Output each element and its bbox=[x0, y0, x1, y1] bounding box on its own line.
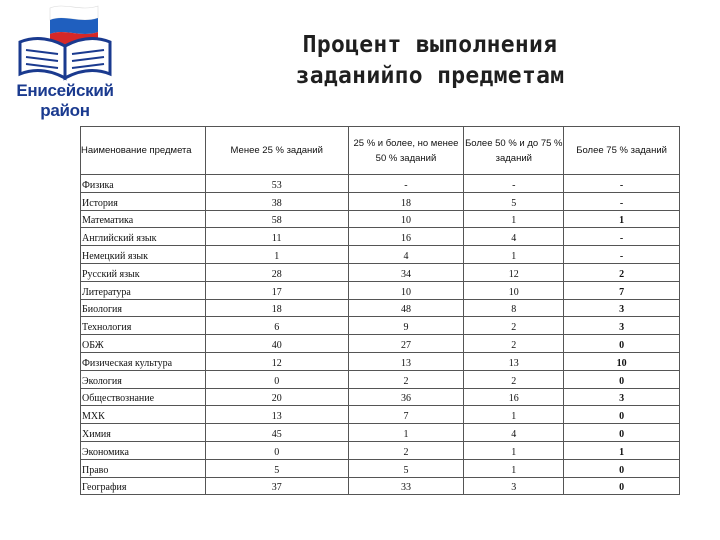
table-header-row bbox=[81, 127, 680, 175]
header-subject: Наименование предмета bbox=[81, 127, 206, 175]
subject-cell: Английский язык bbox=[81, 228, 206, 246]
25-to-50-cell: 33 bbox=[348, 477, 464, 495]
under-25-cell: 28 bbox=[205, 263, 348, 281]
under-25-cell: 0 bbox=[205, 370, 348, 388]
under-25-cell: 53 bbox=[205, 175, 348, 193]
table-row bbox=[81, 192, 680, 210]
50-to-75-cell: 16 bbox=[464, 388, 564, 406]
logo-text-line2: район bbox=[40, 101, 90, 120]
25-to-50-cell: 48 bbox=[348, 299, 464, 317]
over-75-cell: 1 bbox=[564, 441, 680, 459]
over-75-cell: - bbox=[564, 246, 680, 264]
page-title-line1: Процент выполнения bbox=[302, 32, 558, 58]
over-75-cell: 1 bbox=[564, 210, 680, 228]
25-to-50-cell: 16 bbox=[348, 228, 464, 246]
subject-cell: Экология bbox=[81, 370, 206, 388]
open-book-flag-icon bbox=[10, 2, 120, 82]
over-75-cell: 3 bbox=[564, 388, 680, 406]
50-to-75-cell: 8 bbox=[464, 299, 564, 317]
table-row bbox=[81, 388, 680, 406]
page-title bbox=[240, 30, 620, 92]
25-to-50-cell: 18 bbox=[348, 192, 464, 210]
table-row bbox=[81, 352, 680, 370]
over-75-cell: 7 bbox=[564, 281, 680, 299]
table-row bbox=[81, 281, 680, 299]
50-to-75-cell: 1 bbox=[464, 459, 564, 477]
50-to-75-cell: - bbox=[464, 175, 564, 193]
table-row bbox=[81, 424, 680, 442]
header-over-75: Более 75 % заданий bbox=[564, 127, 680, 175]
subject-cell: География bbox=[81, 477, 206, 495]
subject-cell: Биология bbox=[81, 299, 206, 317]
district-logo bbox=[10, 2, 120, 122]
subject-cell: ОБЖ bbox=[81, 335, 206, 353]
table-row bbox=[81, 210, 680, 228]
table-row bbox=[81, 228, 680, 246]
under-25-cell: 18 bbox=[205, 299, 348, 317]
25-to-50-cell: 2 bbox=[348, 370, 464, 388]
table-row bbox=[81, 335, 680, 353]
subject-cell: Физическая культура bbox=[81, 352, 206, 370]
table-row bbox=[81, 263, 680, 281]
over-75-cell: 2 bbox=[564, 263, 680, 281]
under-25-cell: 13 bbox=[205, 406, 348, 424]
page-title-line2: заданийпо предметам bbox=[295, 63, 565, 89]
table-row bbox=[81, 246, 680, 264]
subject-cell: МХК bbox=[81, 406, 206, 424]
50-to-75-cell: 3 bbox=[464, 477, 564, 495]
under-25-cell: 40 bbox=[205, 335, 348, 353]
subject-cell: История bbox=[81, 192, 206, 210]
table-row bbox=[81, 406, 680, 424]
over-75-cell: 0 bbox=[564, 477, 680, 495]
table-row bbox=[81, 317, 680, 335]
25-to-50-cell: 7 bbox=[348, 406, 464, 424]
25-to-50-cell: 4 bbox=[348, 246, 464, 264]
under-25-cell: 6 bbox=[205, 317, 348, 335]
50-to-75-cell: 1 bbox=[464, 210, 564, 228]
subject-cell: Физика bbox=[81, 175, 206, 193]
25-to-50-cell: 10 bbox=[348, 281, 464, 299]
50-to-75-cell: 1 bbox=[464, 441, 564, 459]
over-75-cell: 0 bbox=[564, 406, 680, 424]
header-25-to-50: 25 % и более, но менее 50 % заданий bbox=[348, 127, 464, 175]
over-75-cell: 0 bbox=[564, 370, 680, 388]
over-75-cell: 0 bbox=[564, 335, 680, 353]
over-75-cell: - bbox=[564, 192, 680, 210]
over-75-cell: 0 bbox=[564, 459, 680, 477]
table-row bbox=[81, 370, 680, 388]
subject-cell: Математика bbox=[81, 210, 206, 228]
under-25-cell: 45 bbox=[205, 424, 348, 442]
header-under-25: Менее 25 % заданий bbox=[205, 127, 348, 175]
subject-cell: Экономика bbox=[81, 441, 206, 459]
table-row bbox=[81, 477, 680, 495]
25-to-50-cell: 10 bbox=[348, 210, 464, 228]
25-to-50-cell: 13 bbox=[348, 352, 464, 370]
25-to-50-cell: 36 bbox=[348, 388, 464, 406]
under-25-cell: 5 bbox=[205, 459, 348, 477]
subject-cell: Право bbox=[81, 459, 206, 477]
table-row bbox=[81, 299, 680, 317]
over-75-cell: - bbox=[564, 228, 680, 246]
table-body bbox=[81, 175, 680, 495]
under-25-cell: 0 bbox=[205, 441, 348, 459]
under-25-cell: 12 bbox=[205, 352, 348, 370]
50-to-75-cell: 1 bbox=[464, 406, 564, 424]
logo-text-line1: Енисейский bbox=[16, 81, 114, 100]
50-to-75-cell: 13 bbox=[464, 352, 564, 370]
under-25-cell: 11 bbox=[205, 228, 348, 246]
subject-cell: Литература bbox=[81, 281, 206, 299]
subject-cell: Химия bbox=[81, 424, 206, 442]
under-25-cell: 37 bbox=[205, 477, 348, 495]
50-to-75-cell: 2 bbox=[464, 370, 564, 388]
subject-cell: Немецкий язык bbox=[81, 246, 206, 264]
over-75-cell: 3 bbox=[564, 317, 680, 335]
results-table bbox=[80, 126, 680, 495]
25-to-50-cell: 2 bbox=[348, 441, 464, 459]
table-row bbox=[81, 441, 680, 459]
25-to-50-cell: 1 bbox=[348, 424, 464, 442]
50-to-75-cell: 4 bbox=[464, 424, 564, 442]
subject-cell: Русский язык bbox=[81, 263, 206, 281]
under-25-cell: 38 bbox=[205, 192, 348, 210]
25-to-50-cell: 9 bbox=[348, 317, 464, 335]
under-25-cell: 20 bbox=[205, 388, 348, 406]
over-75-cell: 10 bbox=[564, 352, 680, 370]
50-to-75-cell: 4 bbox=[464, 228, 564, 246]
50-to-75-cell: 10 bbox=[464, 281, 564, 299]
25-to-50-cell: 27 bbox=[348, 335, 464, 353]
50-to-75-cell: 1 bbox=[464, 246, 564, 264]
50-to-75-cell: 2 bbox=[464, 335, 564, 353]
over-75-cell: 0 bbox=[564, 424, 680, 442]
table-row bbox=[81, 459, 680, 477]
table-row bbox=[81, 175, 680, 193]
header-50-to-75: Более 50 % и до 75 % заданий bbox=[464, 127, 564, 175]
25-to-50-cell: 5 bbox=[348, 459, 464, 477]
under-25-cell: 1 bbox=[205, 246, 348, 264]
50-to-75-cell: 5 bbox=[464, 192, 564, 210]
25-to-50-cell: - bbox=[348, 175, 464, 193]
under-25-cell: 17 bbox=[205, 281, 348, 299]
over-75-cell: - bbox=[564, 175, 680, 193]
under-25-cell: 58 bbox=[205, 210, 348, 228]
subject-cell: Обществознание bbox=[81, 388, 206, 406]
50-to-75-cell: 2 bbox=[464, 317, 564, 335]
subject-cell: Технология bbox=[81, 317, 206, 335]
25-to-50-cell: 34 bbox=[348, 263, 464, 281]
over-75-cell: 3 bbox=[564, 299, 680, 317]
50-to-75-cell: 12 bbox=[464, 263, 564, 281]
